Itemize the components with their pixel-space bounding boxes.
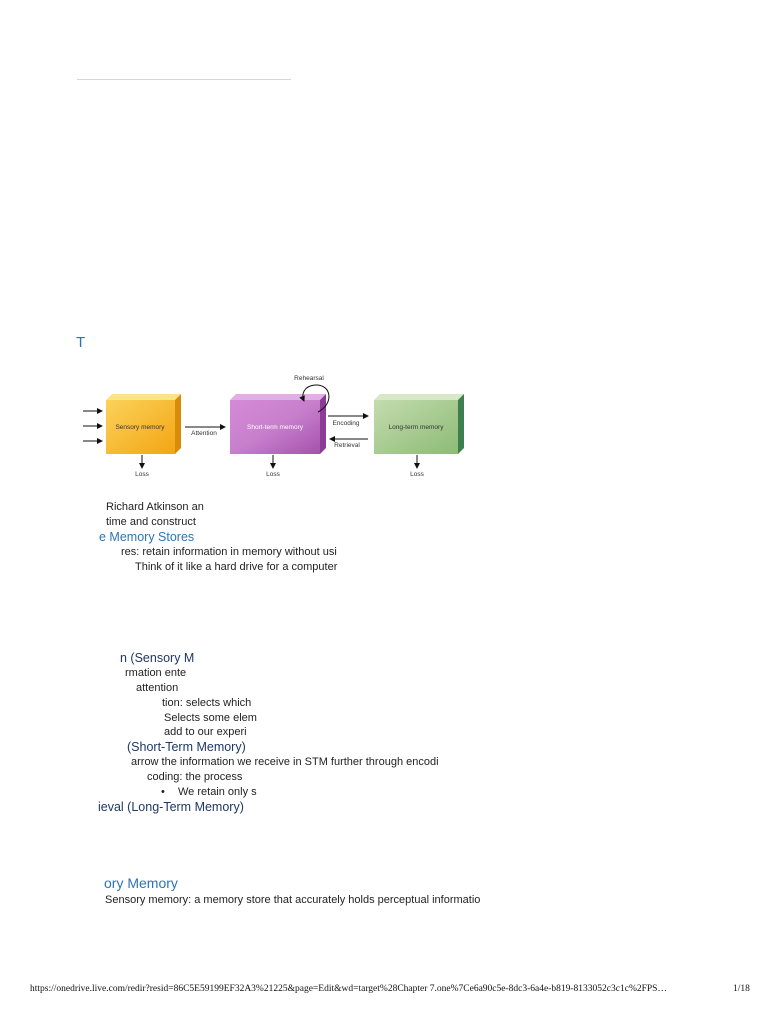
note-line: coding: the process — [147, 771, 243, 783]
short-term-memory-box — [230, 394, 326, 454]
page-number: 1/18 — [733, 984, 750, 994]
sensory-memory-box — [106, 394, 181, 454]
note-line: time and construct — [106, 516, 196, 528]
sensory-label: Sensory memory — [115, 424, 165, 431]
note-line: rmation ente — [125, 667, 187, 679]
note-line: attention — [136, 682, 179, 694]
long-term-memory-box — [374, 394, 464, 454]
heading-long-term-memory: ieval (Long-Term Memory) — [98, 800, 244, 814]
note-line: We retain only s — [178, 786, 257, 798]
short-term-label: Short-term memory — [247, 424, 303, 431]
attention-label: Attention — [191, 430, 217, 437]
rehearsal-label: Rehearsal — [294, 375, 324, 382]
section-heading: T — [76, 334, 86, 351]
note-line: arrow the information we receive in STM further through encodi — [131, 756, 439, 768]
footer-url: https://onedrive.live.com/redir?resid=86C5E59199EF32A3%21225&page=Edit&wd=target%28Chapter 7.one%7Ce6a90c5e-8dc3-6a4e-b819-8133052c3c1c%2FPS… — [30, 984, 667, 994]
note-line: res: retain information in memory without usi — [121, 546, 337, 558]
note-line: Richard Atkinson an — [106, 501, 204, 513]
encoding-label: Encoding — [332, 420, 360, 427]
note-line: Think of it like a hard drive for a computer — [135, 561, 338, 573]
heading-memory-stores: e Memory Stores — [99, 530, 195, 544]
memory-model-diagram — [80, 368, 480, 488]
divider-line — [77, 79, 291, 80]
short-term-loss-label: Loss — [266, 471, 280, 478]
bullet-marker: • — [161, 786, 165, 798]
note-line: add to our experi — [164, 726, 247, 738]
note-line: Selects some elem — [164, 712, 257, 724]
heading-sensory-m: n (Sensory M — [120, 651, 195, 665]
heading-sensory-memory: ory Memory — [104, 875, 178, 891]
long-term-loss-label: Loss — [410, 471, 424, 478]
note-line: tion: selects which — [162, 697, 252, 709]
note-line: Sensory memory: a memory store that accurately holds perceptual informatio — [105, 894, 481, 906]
heading-short-term-memory: (Short-Term Memory) — [127, 740, 246, 754]
sensory-loss-label: Loss — [135, 471, 149, 478]
long-term-label: Long-term memory — [388, 424, 444, 431]
retrieval-label: Retrieval — [334, 442, 360, 449]
